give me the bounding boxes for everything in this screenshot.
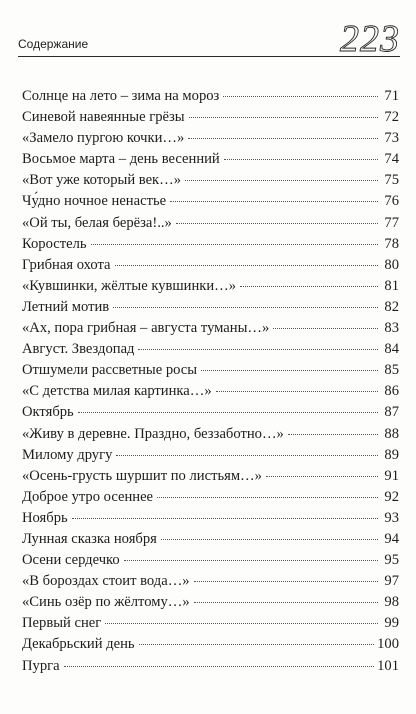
toc-entry-page: 84 xyxy=(384,341,399,358)
toc-entry xyxy=(22,86,399,107)
toc-entry-page: 78 xyxy=(384,235,399,252)
toc-entry-page: 80 xyxy=(384,256,399,273)
toc-entry xyxy=(22,529,399,550)
dot-leader xyxy=(72,518,378,519)
toc-entry-title: «Замело пургою кочки…» xyxy=(22,130,185,147)
toc-entry-title: «Живу в деревне. Праздно, беззаботно…» xyxy=(22,425,284,442)
running-header xyxy=(18,4,400,60)
dot-leader xyxy=(170,201,378,202)
dot-leader xyxy=(240,286,378,287)
toc-entry-title: «Синь озёр по жёлтому…» xyxy=(22,594,190,611)
toc-entry-title: Грибная охота xyxy=(22,256,111,273)
toc-entry-page: 72 xyxy=(384,109,399,126)
toc-entry-title: Отшумели рассветные росы xyxy=(22,362,198,379)
toc-entry-title: Ноябрь xyxy=(22,509,68,526)
toc-entry-title: Коростель xyxy=(22,235,87,252)
toc-entry-page: 97 xyxy=(384,573,399,590)
toc-entry xyxy=(22,550,399,571)
toc-entry xyxy=(22,255,399,276)
dot-leader xyxy=(189,117,378,118)
toc-entry-page: 95 xyxy=(384,552,399,569)
toc-entry-title: «Вот уже который век…» xyxy=(22,172,182,189)
dot-leader xyxy=(138,349,378,350)
toc-entry-page: 87 xyxy=(384,404,399,421)
dot-leader xyxy=(115,265,378,266)
toc-entry xyxy=(22,170,399,191)
dot-leader xyxy=(105,623,378,624)
section-title: Содержание xyxy=(18,37,89,51)
toc-entry xyxy=(22,213,399,234)
dot-leader xyxy=(157,497,378,498)
toc-entry-page: 101 xyxy=(377,657,399,674)
toc-entry xyxy=(22,656,399,677)
toc-entry-page: 93 xyxy=(384,509,399,526)
dot-leader xyxy=(194,581,378,582)
toc-entry xyxy=(22,191,399,212)
toc-entry xyxy=(22,613,399,634)
toc-entry-page: 73 xyxy=(384,130,399,147)
toc-entry-title: «Осень-грусть шуршит по листьям…» xyxy=(22,467,262,484)
toc-entry xyxy=(22,276,399,297)
toc-entry-page: 91 xyxy=(384,467,399,484)
toc-entry-title: Декабрьский день xyxy=(22,636,135,653)
toc-entry-page: 76 xyxy=(384,193,399,210)
toc-entry xyxy=(22,445,399,466)
toc-entry-page: 77 xyxy=(384,214,399,231)
dot-leader xyxy=(64,666,375,667)
toc-entry-title: Пурга xyxy=(22,657,60,674)
dot-leader xyxy=(223,96,378,97)
toc-entry-title: Август. Звездопад xyxy=(22,341,135,358)
toc-entry xyxy=(22,487,399,508)
toc-entry-title: Милому другу xyxy=(22,446,113,463)
dot-leader xyxy=(91,244,378,245)
toc-entry xyxy=(22,571,399,592)
toc-entry-title: Летний мотив xyxy=(22,298,110,315)
toc-entry xyxy=(22,424,399,445)
dot-leader xyxy=(188,138,378,139)
dot-leader xyxy=(273,328,378,329)
toc-entry-title: Восьмое марта – день весенний xyxy=(22,151,220,168)
toc-entry-page: 86 xyxy=(384,383,399,400)
toc-entry-page: 71 xyxy=(384,88,399,104)
toc-entry-page: 83 xyxy=(384,320,399,337)
toc-entry-page: 85 xyxy=(384,362,399,379)
toc-entry xyxy=(22,149,399,170)
toc-entry xyxy=(22,508,399,529)
toc-entry-title: «Ах, пора грибная – августа туманы…» xyxy=(22,320,270,337)
toc-entry xyxy=(22,318,399,339)
table-of-contents xyxy=(22,86,399,677)
toc-entry-page: 99 xyxy=(384,615,399,632)
dot-leader xyxy=(176,223,378,224)
dot-leader xyxy=(194,602,378,603)
toc-entry-page: 74 xyxy=(384,151,399,168)
dot-leader xyxy=(185,180,378,181)
dot-leader xyxy=(139,644,375,645)
toc-entry xyxy=(22,466,399,487)
toc-entry-page: 88 xyxy=(384,425,399,442)
toc-entry xyxy=(22,592,399,613)
toc-entry xyxy=(22,634,399,655)
dot-leader xyxy=(201,370,378,371)
toc-entry xyxy=(22,339,399,360)
toc-entry-page: 81 xyxy=(384,277,399,294)
toc-entry xyxy=(22,234,399,255)
page-number: 223 xyxy=(340,18,400,60)
toc-entry-title: Доброе утро осеннее xyxy=(22,488,154,505)
dot-leader xyxy=(161,539,378,540)
toc-entry xyxy=(22,360,399,381)
toc-entry-title: Лунная сказка ноября xyxy=(22,530,157,547)
dot-leader xyxy=(124,560,378,561)
toc-entry xyxy=(22,128,399,149)
toc-entry-title: «Кувшинки, жёлтые кувшинки…» xyxy=(22,277,237,294)
dot-leader xyxy=(288,434,378,435)
dot-leader xyxy=(216,391,378,392)
toc-entry-page: 94 xyxy=(384,530,399,547)
toc-entry xyxy=(22,381,399,402)
toc-entry-title: Осени сердечко xyxy=(22,552,120,569)
toc-entry-title: Октябрь xyxy=(22,404,74,421)
toc-entry-page: 92 xyxy=(384,488,399,505)
dot-leader xyxy=(266,476,378,477)
dot-leader xyxy=(224,159,378,160)
dot-leader xyxy=(78,412,378,413)
toc-entry xyxy=(22,107,399,128)
toc-entry-page: 82 xyxy=(384,298,399,315)
toc-entry-title: Синевой навеянные грёзы xyxy=(22,109,185,126)
toc-entry-title: «В бороздах стоит вода…» xyxy=(22,573,190,590)
toc-entry-title: «С детства милая картинка…» xyxy=(22,383,212,400)
toc-entry-title: Чу́дно ночное ненастье xyxy=(22,193,167,210)
toc-entry xyxy=(22,402,399,423)
dot-leader xyxy=(113,307,378,308)
toc-entry xyxy=(22,297,399,318)
toc-entry-page: 89 xyxy=(384,446,399,463)
toc-entry-page: 75 xyxy=(384,172,399,189)
toc-entry-page: 98 xyxy=(384,594,399,611)
toc-entry-title: Солнце на лето – зима на мороз xyxy=(22,88,220,104)
toc-entry-title: Первый снег xyxy=(22,615,102,632)
toc-entry-page: 100 xyxy=(377,636,399,653)
toc-entry-title: «Ой ты, белая берёза!..» xyxy=(22,214,172,231)
dot-leader xyxy=(116,455,378,456)
